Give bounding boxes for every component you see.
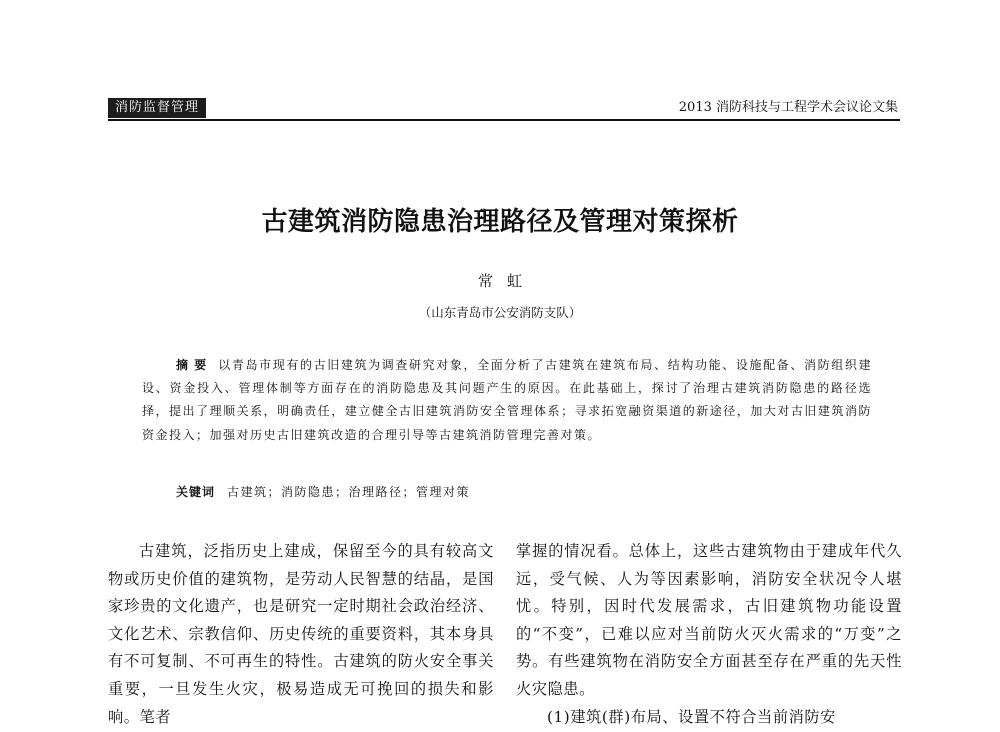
keywords-label: 关键词 xyxy=(176,485,216,499)
body-column-left xyxy=(108,538,494,731)
journal-title: 2013 消防科技与工程学术会议论文集 xyxy=(678,100,898,115)
author-affiliation: （山东青岛市公安消防支队） xyxy=(418,305,582,320)
paper-title: 古建筑消防隐患治理路径及管理对策探析 xyxy=(261,207,739,237)
page-header xyxy=(108,98,900,122)
author-name: 常虹 xyxy=(477,272,536,290)
section-tag: 消防监督管理 xyxy=(108,98,206,118)
keywords-text: 古建筑；消防隐患；治理路径；管理对策 xyxy=(227,485,471,499)
body-paragraph: 掌握的情况看。总体上，这些古建筑物由于建成年代久远，受气候、人为等因素影响，消防安全状况令人堪忧。特别，因时代发展需求，古旧建筑物功能设置的“不变”，已难以应对当前防火灭火需求的“万变”之势。有些建筑物在消防安全方面甚至存在严重的先天性火灾隐患。 xyxy=(516,542,902,698)
keywords xyxy=(176,482,470,502)
abstract-label: 摘要 xyxy=(176,358,213,372)
abstract xyxy=(142,354,872,447)
body-paragraph: 古建筑，泛指历史上建成，保留至今的具有较高文物或历史价值的建筑物，是劳动人民智慧的结晶，是国家珍贵的文化遗产，也是研究一定时期社会政治经济、文化艺术、宗教信仰、历史传统的重要资料，其本身具有不可复制、不可再生的特性。古建筑的防火安全事关重要，一旦发生火灾，极易造成无可挽回的损失和影响。笔者 xyxy=(108,542,494,726)
abstract-text: 以青岛市现有的古旧建筑为调查研究对象，全面分析了古建筑在建筑布局、结构功能、设施配备、消防组织建设、资金投入、管理体制等方面存在的消防隐患及其问题产生的原因。在此基础上，探讨了治理古建筑消防隐患的路径选择，提出了理顺关系，明确责任，建立健全古旧建筑消防安全管理体系；寻求拓宽融资渠道的新途径，加大对古旧建筑消防资金投入；加强对历史古旧建筑改造的合理引导等古建筑消防管理完善对策。 xyxy=(142,358,872,442)
body-paragraph: (1)建筑(群)布局、设置不符合当前消防安 xyxy=(547,707,836,726)
body-column-right xyxy=(516,538,902,731)
header-rule xyxy=(108,119,900,121)
